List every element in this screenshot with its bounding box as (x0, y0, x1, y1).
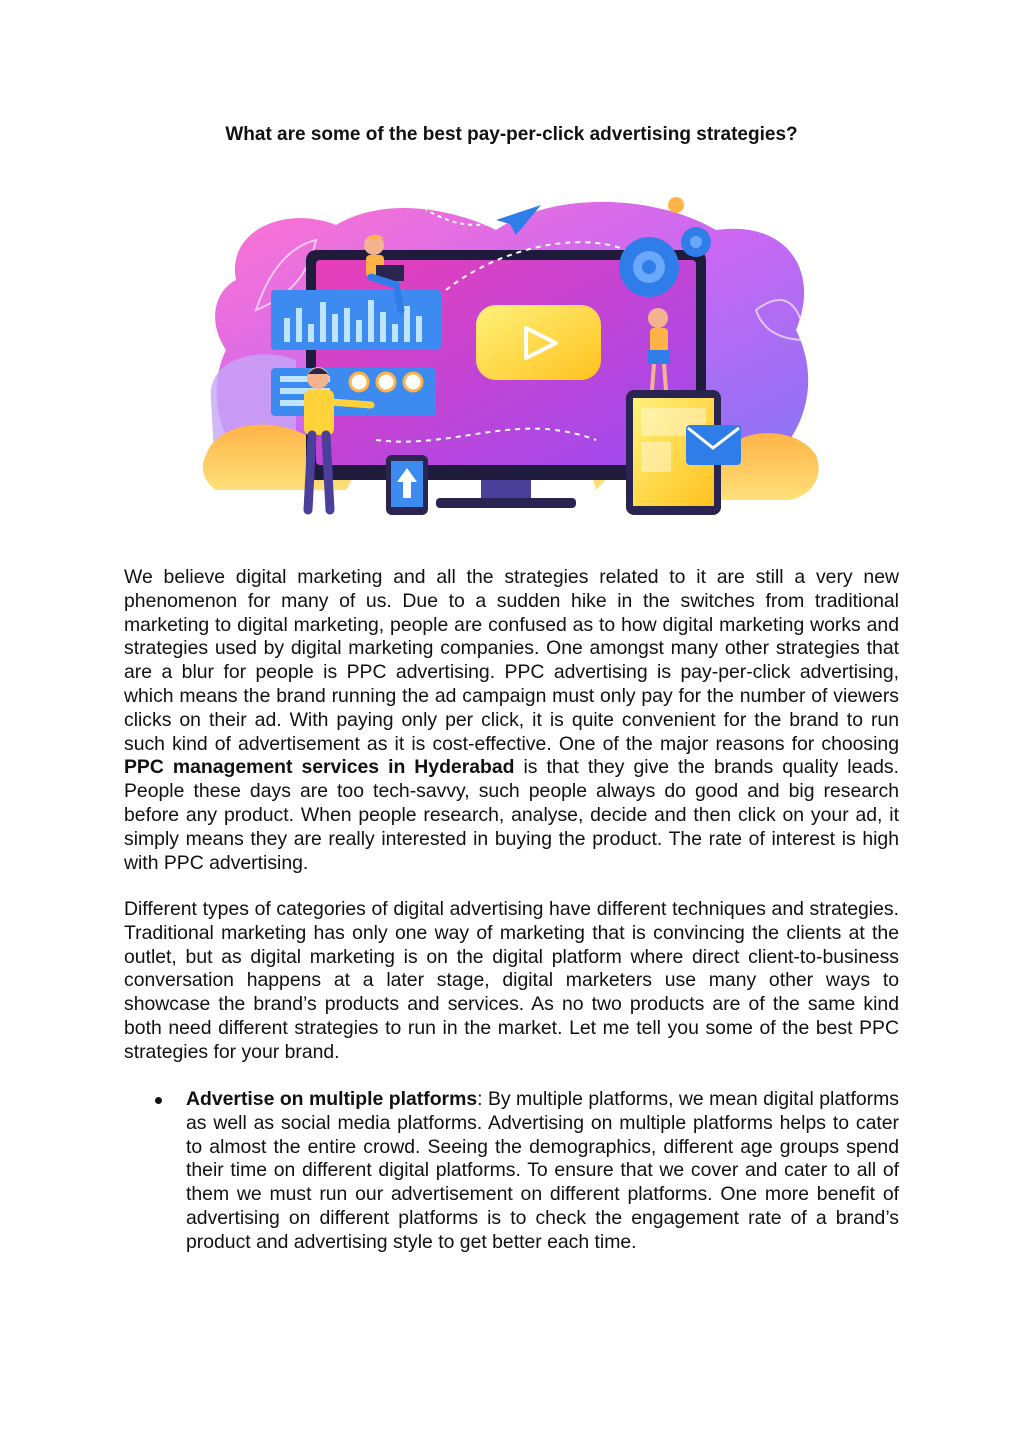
chart-bar (344, 308, 350, 342)
chart-bar (296, 308, 302, 342)
ppc-services-highlight: PPC management services in Hyderabad (124, 756, 515, 779)
page-title: What are some of the best pay-per-click advertising strategies? (225, 124, 798, 145)
gear-icon-hole (642, 260, 656, 274)
paragraph-intro-text-start: We believe digital marketing and all the strategies related to it are still a very new phenomenon for many of us. Due to a sudden hike in the switches from traditional marketing to digital marketing, people are confused as to how digital marketing works and strategies used by digital marketing companies. One amongst many other strategies that are a blur for people is PPC advertising. PPC advertising is pay-per-click advertising, which means the brand running the ad campaign must only pay for the number of viewers clicks on their ad. With paying only per click, it is quite convenient for the brand to run such kind of advertisement as it is cost-effective. One of the major reasons for choosing (124, 566, 899, 755)
digital-marketing-illustration (196, 190, 826, 530)
paragraph-intro (124, 566, 899, 875)
chart-bar (356, 320, 362, 342)
man-arm (331, 402, 371, 405)
chart-bar (380, 312, 386, 342)
strategy-list (186, 1088, 899, 1255)
chart-bar (368, 300, 374, 342)
list-item (186, 1088, 899, 1255)
monitor-stand (436, 498, 576, 508)
woman-right-body (650, 328, 668, 352)
chart-bar (284, 318, 290, 342)
option-circle (377, 373, 395, 391)
paragraph-strategies: Different types of categories of digital advertising have different techniques and strategies. Traditional marketing has only one way of marketing that is convincing the clients at the outlet, but as digital marketing is on the digital platform where direct client-to-business conversation happens at a later stage, digital marketers use many other ways to showcase the brand’s products and services. As no two products are of the same kind both need different strategies to run in the market. Let me tell you some of the best PPC strategies for your brand. (124, 898, 899, 1063)
chart-bar (320, 302, 326, 342)
tablet-block (641, 442, 671, 472)
small-gear-icon-center (690, 236, 702, 248)
option-circle (404, 373, 422, 391)
chart-bar (416, 316, 422, 342)
option-circle (350, 373, 368, 391)
man-body (304, 390, 334, 435)
chart-bar (308, 324, 314, 342)
list-item-text: : By multiple platforms, we mean digital platforms as well as social media platforms. Advertising on multiple platforms helps to cater to almost the entire crowd. Seeing the demographics, different age groups spend their time on different digital platforms. To ensure that we cover and cater to all of them we must run our advertisement on different platforms. One more benefit of advertising on different platforms is to check the engagement rate of a brand’s product and advertising style to get better each time. (186, 1088, 899, 1253)
woman-right-head (648, 308, 668, 328)
chart-bar (404, 306, 410, 342)
list-item-heading: Advertise on multiple platforms (186, 1088, 478, 1110)
monitor-neck (481, 480, 531, 500)
bullet-icon (155, 1097, 162, 1104)
chart-bar (332, 314, 338, 342)
woman-right-skirt (648, 350, 670, 364)
paragraph-intro-text-end: is that they give the brands quality leads. People these days are too tech-savvy, such people always do good and big research before any product. When people research, analyse, decide and then click on your ad, it simply means they are really interested in buying the product. The rate of interest is high with PPC advertising. (124, 756, 899, 874)
tiny-gear-icon (668, 197, 684, 213)
chart-bar (392, 324, 398, 342)
video-player (476, 305, 601, 380)
